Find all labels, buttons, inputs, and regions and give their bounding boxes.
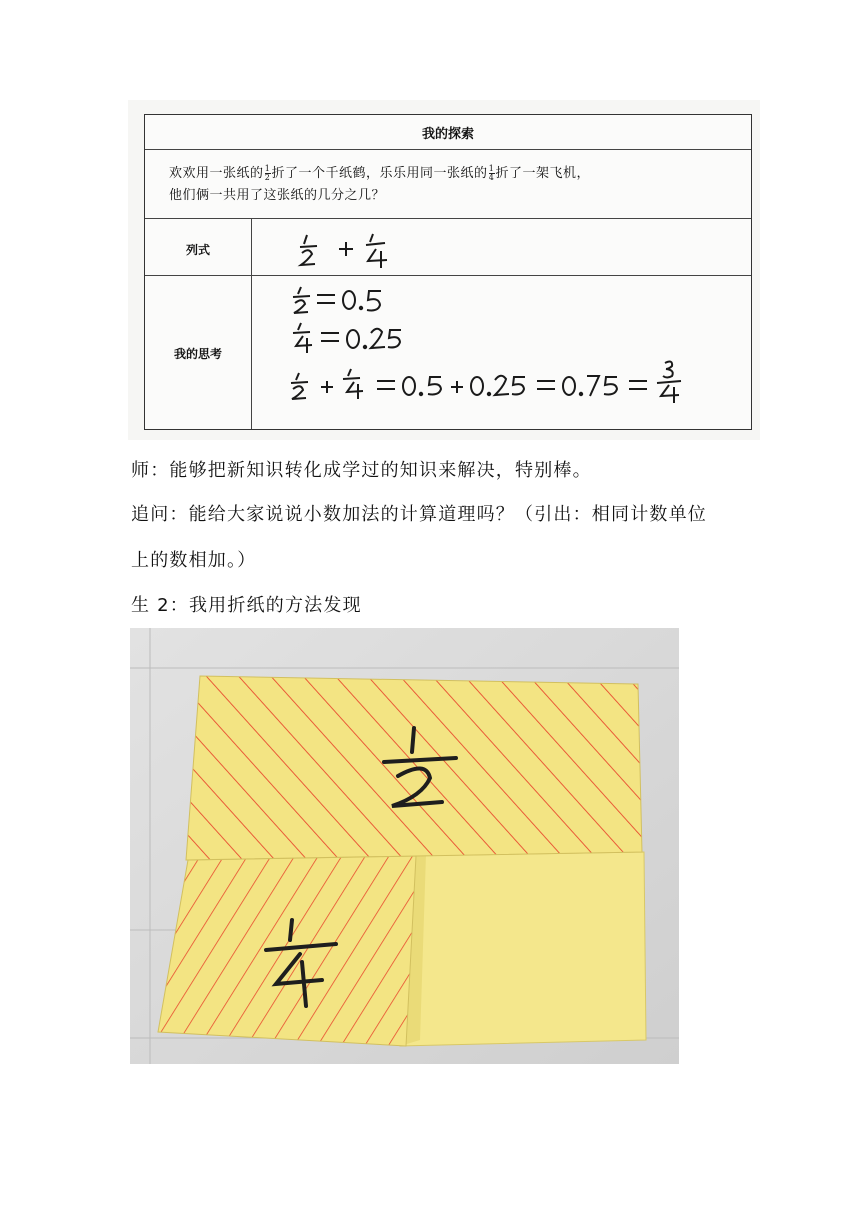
worksheet-problem: [145, 149, 751, 219]
folded-paper-photo: [130, 628, 679, 1064]
handwritten-expression: [295, 225, 415, 271]
expression-label: 列式: [185, 243, 210, 257]
problem-line2: 他们俩一共用了这张纸的几分之几？: [169, 188, 386, 203]
table-column-divider: [251, 219, 252, 429]
paragraph-follow-up-line2: 上的数相加。）: [131, 550, 257, 571]
thinking-row: [145, 275, 751, 429]
problem-part3: 折了一架飞机，: [495, 166, 591, 181]
problem-part2: 折了一个千纸鹤，乐乐用同一张纸的: [271, 166, 488, 181]
problem-fraction-half: $\frac{1}{2}$: [264, 164, 271, 182]
problem-part1: 欢欢用一张纸的: [169, 166, 264, 181]
worksheet-scan: [128, 100, 760, 440]
thinking-label: 我的思考: [173, 347, 222, 361]
expression-row: [145, 219, 751, 276]
worksheet-table: [144, 114, 752, 430]
folded-paper-illustration: [130, 628, 679, 1064]
handwritten-thinking: [285, 279, 745, 429]
problem-fraction-quarter: $\frac{1}{4}$: [488, 164, 495, 182]
paragraph-follow-up-line1: 追问：能给大家说说小数加法的计算道理吗？（引出：相同计数单位: [131, 504, 707, 525]
paragraph-student2: 生 2：我用折纸的方法发现: [131, 595, 362, 616]
worksheet-title: 我的探索: [145, 115, 751, 150]
paragraph-teacher-comment: 师：能够把新知识转化成学过的知识来解决，特别棒。: [131, 460, 592, 481]
